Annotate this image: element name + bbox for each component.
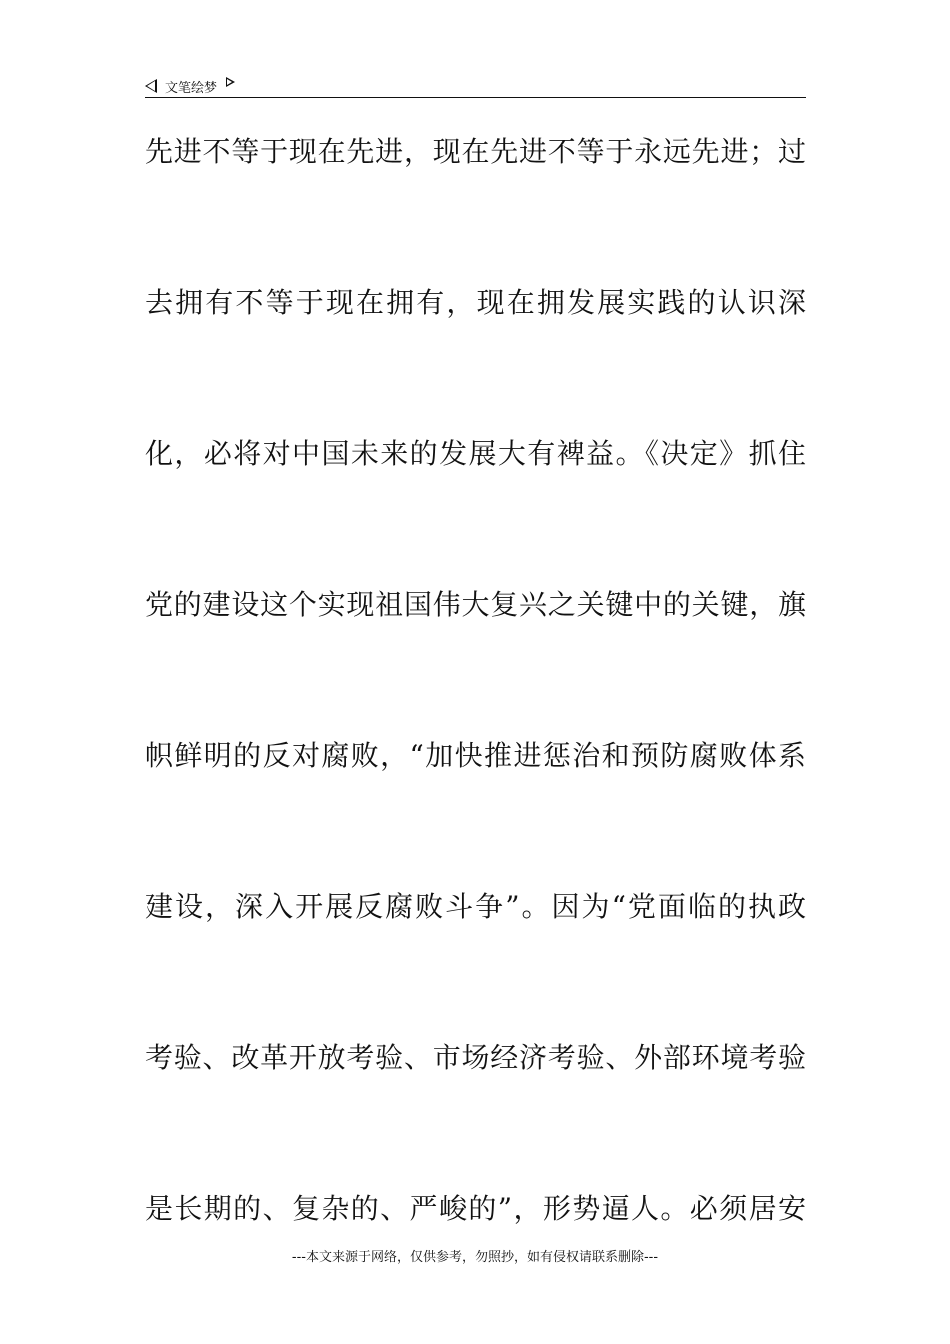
header-divider (145, 97, 806, 98)
body-line: 帜鲜明的反对腐败，“加快推进惩治和预防腐败体系 (145, 739, 806, 772)
body-line: 党的建设这个实现祖国伟大复兴之关键中的关键，旗 (145, 588, 806, 621)
body-line: 是长期的、复杂的、严峻的”，形势逼人。必须居安 (145, 1192, 806, 1225)
triangle-right-icon (226, 77, 235, 87)
triangle-left-icon (145, 79, 157, 93)
header-title: 文笔绘梦 (165, 80, 218, 96)
body-line: 化，必将对中国未来的发展大有裨益。《决定》抓住 (145, 437, 806, 470)
document-body (145, 130, 806, 1338)
footer-disclaimer: ---本文来源于网络，仅供参考，勿照抄，如有侵权请联系删除--- (291, 1250, 659, 1265)
body-line: 先进不等于现在先进，现在先进不等于永远先进；过 (145, 135, 806, 168)
body-line: 考验、改革开放考验、市场经济考验、外部环境考验 (145, 1041, 806, 1074)
body-line: 建设，深入开展反腐败斗争”。因为“党面临的执政 (145, 890, 806, 923)
body-line: 去拥有不等于现在拥有，现在拥发展实践的认识深 (145, 286, 806, 319)
page-header (145, 74, 806, 98)
